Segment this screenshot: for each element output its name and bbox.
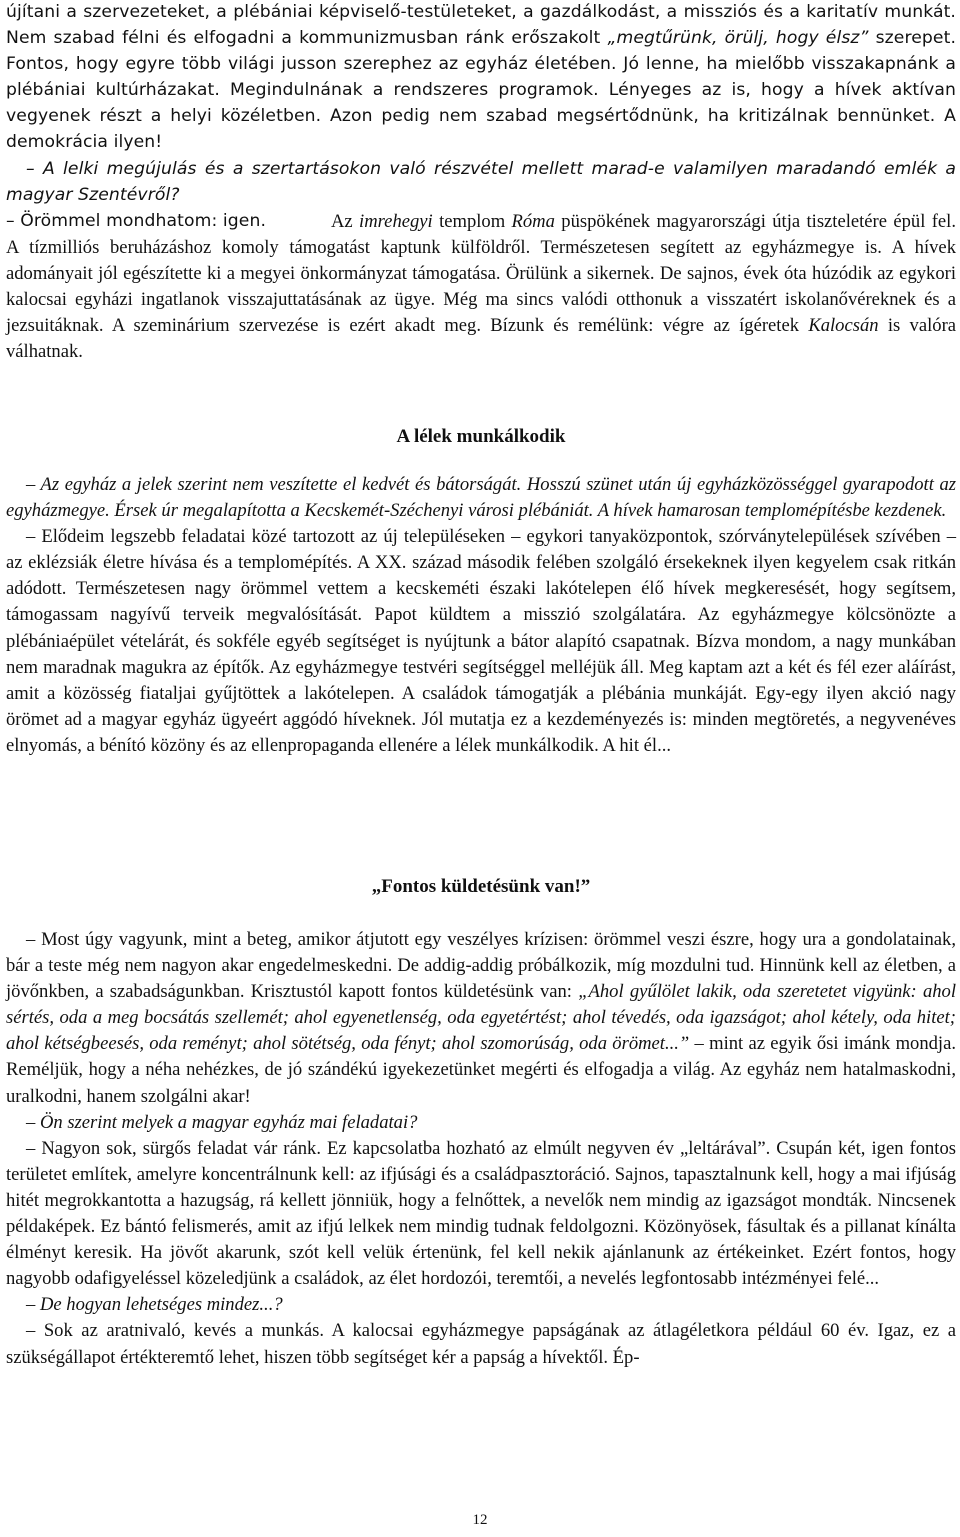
- italic-run: Kalocsán: [808, 315, 879, 337]
- answer-paragraph: [6, 524, 956, 759]
- question-paragraph: [6, 472, 956, 524]
- paragraph: [6, 209, 956, 366]
- text-block-sans: [6, 0, 956, 234]
- page-number: 12: [472, 1512, 488, 1528]
- heading-fontos-kuldetesunk: „Fontos küldetésünk van!”: [371, 876, 591, 897]
- text-run: – Most úgy vagyunk, mint a beteg, amikor átjutott egy veszélyes krízisen: örömmel veszi észre, hogy ura a gondolatainak, bár a teste még nem nagyon akar engedelmeskedni. De addig-addig próbálkozik, míg mozdulni tud. Hinnünk kell az életben, a jövőnkben, a szabadságunkban. Krisztustól kapott fontos küldetésünk van:: [6, 929, 956, 1003]
- italic-run: – Az egyház a jelek szerint nem veszítette el kedvét és bátorságát. Hosszú szünet után új egyházközösséggel gyarapodott az egyházmegye. Érsek úr megalapította a Kecskemét-Széchenyi városi plébániát. A hívek hamarosan templomépítésbe kezdenek.: [6, 474, 956, 522]
- italic-run: imrehegyi: [359, 211, 433, 232]
- italic-run: „megtűrünk, örülj, hogy élsz”: [607, 28, 869, 49]
- text-run: – mint az egyik ősi imánk mondja. Reméljük, hogy a néha nehézkes, de jó szándékú igyekezetünket megérti és elfogadja a világ. Az egyház nem hatalmaskodni, uralkodni, hanem szolgálni akar!: [6, 1033, 957, 1107]
- italic-run: – De hogyan lehetséges mindez...?: [26, 1294, 283, 1316]
- heading-lelek-munkalkodik: A lélek munkálkodik: [396, 426, 566, 447]
- section-heading: [6, 876, 956, 898]
- text-run: – Elődeim legszebb feladatai közé tartozott az új településeken – egykori tanyaközpontok, szórványtelepülések szívében – az eklézsiák életre hívása és a templomépítés. A XX. század második felében szolgáló érsekeknek ilyen kegyelem csak ritkán adódott. Természetesen nagy örömmel vettem a kecskeméti északi lakótelepen élő hívek megkeresését, hogy segítsem, támogassam nagyívű terveik megvalósítását. Papot küldtem a misszió szolgálatára. Az egyházmegye kölcsönözte a plébániaépület vételárát, és sokféle egyéb segítséget is nyújtunk a bátor alapító csapatnak. Bízva mondom, a nagy munkában nem maradnak magukra az építők. Az egyházmegye testvéri segítséggel melléjük áll. Meg kaptam azt a két és fél ezer aláírást, amit a közösség fiataljai gyűjtöttek a lakótelepen. A családok támogatják a plébánia munkáját. Egy-egy ilyen akció nagy örömet ad a magyar egyház ügyeért aggódó híveknek. Jól mutatja ez a kezdeményezés is: minden megtöretés, a negyvenéves elnyomás, a bénító közöny és az ellenpropaganda ellenére a lélek munkálkodik. A hit él...: [6, 526, 956, 756]
- italic-run: – Ön szerint melyek a magyar egyház mai feladatai?: [26, 1111, 418, 1133]
- italic-run: „Ahol gyűlölet lakik, oda szeretetet vigyünk: ahol sértés, oda a meg bocsátás szellemét; ahol egyenetlenség, oda egyetértést; ahol tévedés, oda igazságot; ahol kétely, oda hitet; ahol kétségbeesés, oda reményt; ahol sötétség, oda fényt; ahol szomorúság, oda örömet...”: [6, 981, 956, 1055]
- text-run: újítani a szervezeteket, a plébániai képviselő-testületeket, a gazdálkodást, a missziós és a karitatív munkát. Nem szabad félni és elfogadni a kommunizmusban ránk erőszakolt: [6, 2, 956, 49]
- section-body: [6, 927, 956, 1371]
- italic-run: – A lelki megújulás és a szertartásokon való részvétel mellett marad-e valamilyen maradandó emlék a magyar Szentévről?: [6, 158, 956, 205]
- answer-paragraph: [6, 927, 956, 1110]
- question-paragraph: [6, 1110, 956, 1136]
- section-body: [6, 472, 956, 759]
- text-run: is valóra válhatnak.: [6, 315, 957, 363]
- question-paragraph: [6, 1292, 956, 1318]
- answer-paragraph: [6, 1318, 956, 1370]
- italic-run: Róma: [511, 211, 555, 232]
- text-run: püspökének magyarországi útja tiszteletére épül fel. A tízmilliós beruházáshoz komoly támogatást kaptunk külföldről. Természetesen segített az egyházmegye is. A hívek adományait jól egészítette ki a megyei önkormányzat támogatása. Örülünk a sikernek. De sajnos, évek óta húzódik az egykori kalocsai egyházi ingatlanok visszajuttatásának az ügye. Még ma sincs valódi otthonuk a visszatért iskolanővéreknek és a jezsuitáknak. A szeminárium szervezése is ezért akadt meg. Bízunk és remélünk: végre az ígéretek: [6, 211, 956, 337]
- text-run: – Örömmel mondhatom: igen.: [6, 210, 267, 231]
- text-block-serif: [6, 209, 956, 366]
- text-run: szerepet. Fontos, hogy egyre több világi jusson szerephez az egyház életében. Jó lenne, ha mielőbb visszakapnánk a plébániai kultúrházakat. Megindulnának a rendszeres programok. Lényeges az is, hogy a hívek aktívan vegyenek részt a helyi közéletben. Azon pedig nem szabad megsértődnünk, ha kritizálnak bennünket. A demokrácia ilyen!: [6, 28, 957, 153]
- answer-paragraph: [6, 1136, 956, 1293]
- section-heading: [6, 426, 956, 448]
- text-run: Az: [331, 211, 360, 232]
- text-run: – Nagyon sok, sürgős feladat vár ránk. Ez kapcsolatba hozható az elmúlt negyven év „leltárával”. Csupán két, igen fontos területet említek, amelyre koncentrálnunk kell: az ifjúsági és a családpasztoráció. Sajnos, tapasztalnunk kell, hogy a mai ifjúság hitét megrokkantotta a hazugság, rá kellett jönniük, hogy a felnőttek, a nevelők nem mindig az igazságot mondták. Nincsenek példaképek. Ez bántó felismerés, amit az ifjú lelkek nem mindig tudnak feldolgozni. Közönyösek, fásultak és a pillanat kínálta élményt keresik. Ha jövőt akarunk, szót kell velük értenünk, fel kell nekik ajánlanunk az értékeinket. Ezért fontos, hogy nagyobb odafigyeléssel közeledjünk a családok, az élet hordozói, teremtői, a nevelés legfontosabb intézményei felé...: [6, 1137, 956, 1290]
- paragraph: [6, 0, 956, 156]
- text-run: templom: [432, 211, 512, 232]
- question-paragraph: [6, 156, 956, 208]
- text-run: – Sok az aratnivaló, kevés a munkás. A kalocsai egyházmegye papságának az átlagéletkora például 60 év. Igaz, ez a szükségállapot értékteremtő lehet, hiszen több segítséget kér a papság a hívektől. Ép-: [6, 1320, 956, 1368]
